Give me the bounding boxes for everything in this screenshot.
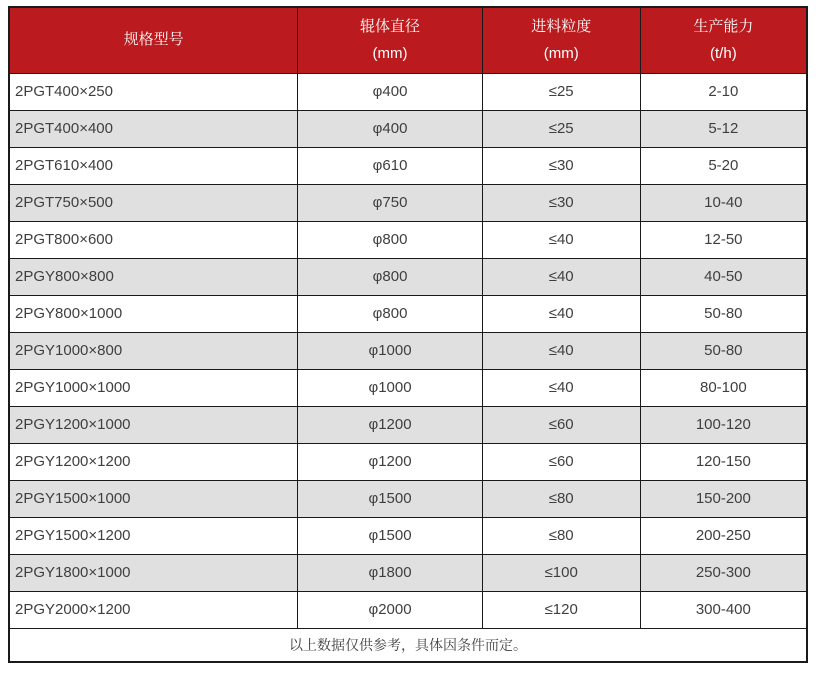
cell-diameter: φ1200: [298, 443, 482, 480]
table-row: [9, 221, 807, 258]
cell-feed-size: ≤40: [482, 295, 640, 332]
table-row: [9, 369, 807, 406]
cell-model: 2PGY800×1000: [9, 295, 298, 332]
cell-model: 2PGY1200×1000: [9, 406, 298, 443]
cell-model: 2PGY1000×1000: [9, 369, 298, 406]
cell-diameter: φ1200: [298, 406, 482, 443]
cell-capacity: 100-120: [640, 406, 807, 443]
table-row: [9, 443, 807, 480]
cell-diameter: φ1500: [298, 480, 482, 517]
cell-model: 2PGT400×250: [9, 73, 298, 110]
table-row: [9, 73, 807, 110]
column-header-diameter-unit: (mm): [372, 44, 408, 62]
cell-diameter: φ1000: [298, 332, 482, 369]
cell-model: 2PGT400×400: [9, 110, 298, 147]
table-row: [9, 184, 807, 221]
cell-model: 2PGT750×500: [9, 184, 298, 221]
cell-model: 2PGY2000×1200: [9, 591, 298, 628]
cell-model: 2PGY800×800: [9, 258, 298, 295]
cell-capacity: 200-250: [640, 517, 807, 554]
cell-capacity: 5-12: [640, 110, 807, 147]
table-footer: [9, 628, 807, 662]
cell-diameter: φ2000: [298, 591, 482, 628]
cell-capacity: 50-80: [640, 332, 807, 369]
cell-diameter: φ1000: [298, 369, 482, 406]
cell-capacity: 300-400: [640, 591, 807, 628]
cell-capacity: 5-20: [640, 147, 807, 184]
cell-diameter: φ1500: [298, 517, 482, 554]
table-header: [9, 7, 807, 73]
cell-model: 2PGY1800×1000: [9, 554, 298, 591]
column-header-model: [9, 7, 298, 73]
cell-model: 2PGY1500×1000: [9, 480, 298, 517]
column-header-model-label: 规格型号: [123, 31, 184, 49]
column-header-feed-size: [482, 7, 640, 73]
column-header-capacity-label: 生产能力: [693, 17, 754, 35]
table-row: [9, 258, 807, 295]
spec-table: [8, 6, 808, 663]
cell-feed-size: ≤120: [482, 591, 640, 628]
cell-capacity: 2-10: [640, 73, 807, 110]
cell-diameter: φ800: [298, 221, 482, 258]
cell-capacity: 40-50: [640, 258, 807, 295]
cell-feed-size: ≤80: [482, 517, 640, 554]
cell-capacity: 10-40: [640, 184, 807, 221]
cell-feed-size: ≤25: [482, 73, 640, 110]
column-header-feed-size-label: 进料粒度: [531, 17, 592, 35]
table-row: [9, 480, 807, 517]
cell-feed-size: ≤30: [482, 184, 640, 221]
table-row: [9, 591, 807, 628]
table-row: [9, 332, 807, 369]
cell-feed-size: ≤25: [482, 110, 640, 147]
column-header-capacity-unit: (t/h): [710, 44, 737, 62]
cell-feed-size: ≤30: [482, 147, 640, 184]
column-header-capacity: [640, 7, 807, 73]
cell-feed-size: ≤100: [482, 554, 640, 591]
cell-capacity: 80-100: [640, 369, 807, 406]
cell-diameter: φ750: [298, 184, 482, 221]
cell-diameter: φ610: [298, 147, 482, 184]
cell-feed-size: ≤40: [482, 221, 640, 258]
cell-diameter: φ800: [298, 295, 482, 332]
cell-capacity: 250-300: [640, 554, 807, 591]
cell-model: 2PGY1000×800: [9, 332, 298, 369]
cell-capacity: 150-200: [640, 480, 807, 517]
cell-feed-size: ≤40: [482, 258, 640, 295]
column-header-diameter: [298, 7, 482, 73]
table-row: [9, 295, 807, 332]
table-row: [9, 406, 807, 443]
cell-diameter: φ400: [298, 73, 482, 110]
cell-feed-size: ≤40: [482, 369, 640, 406]
table-row: [9, 517, 807, 554]
cell-diameter: φ400: [298, 110, 482, 147]
cell-feed-size: ≤60: [482, 443, 640, 480]
spec-table-body: [9, 73, 807, 628]
cell-capacity: 12-50: [640, 221, 807, 258]
cell-capacity: 120-150: [640, 443, 807, 480]
cell-model: 2PGT800×600: [9, 221, 298, 258]
table-row: [9, 147, 807, 184]
cell-model: 2PGY1200×1200: [9, 443, 298, 480]
cell-capacity: 50-80: [640, 295, 807, 332]
table-row: [9, 554, 807, 591]
table-row: [9, 110, 807, 147]
cell-model: 2PGT610×400: [9, 147, 298, 184]
cell-diameter: φ800: [298, 258, 482, 295]
cell-feed-size: ≤80: [482, 480, 640, 517]
cell-feed-size: ≤60: [482, 406, 640, 443]
table-footnote: 以上数据仅供参考，具体因条件而定。: [9, 628, 807, 662]
cell-feed-size: ≤40: [482, 332, 640, 369]
cell-model: 2PGY1500×1200: [9, 517, 298, 554]
footer-row: [9, 628, 807, 662]
cell-diameter: φ1800: [298, 554, 482, 591]
column-header-feed-size-unit: (mm): [543, 44, 579, 62]
column-header-diameter-label: 辊体直径: [360, 17, 421, 35]
header-row: [9, 7, 807, 73]
